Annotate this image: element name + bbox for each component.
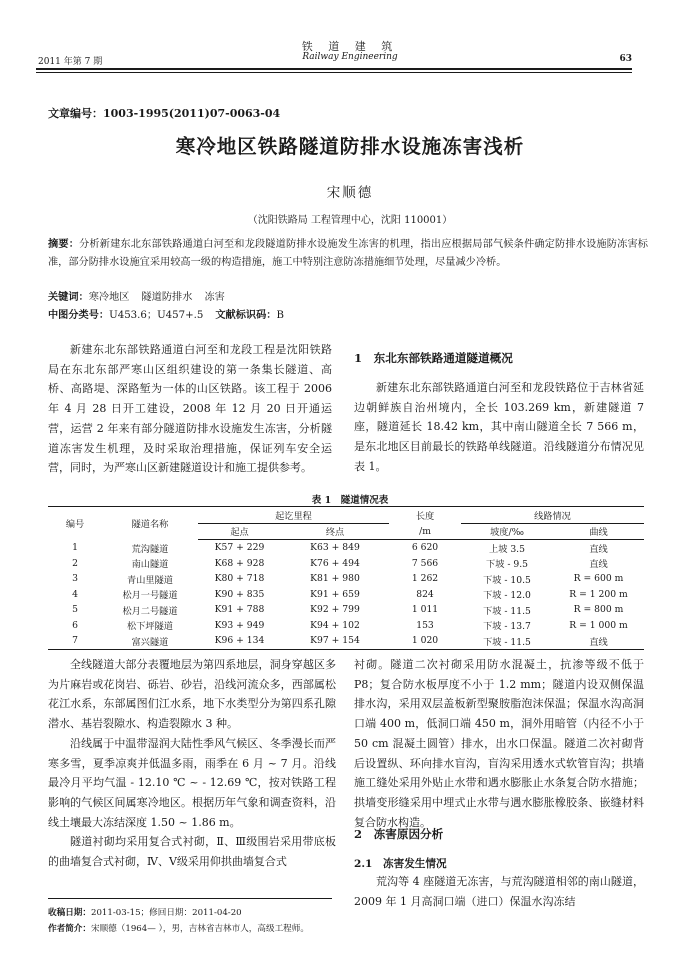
table-cell: K81 + 980 xyxy=(310,573,360,585)
table-cell: K94 + 102 xyxy=(310,619,360,631)
lining-paragraph: 隧道衬砌均采用复合式衬砌，Ⅱ、Ⅲ级围岩采用带底板的曲墙复合式衬砌，Ⅳ、Ⅴ级采用仰拱曲墙复合式 xyxy=(48,835,336,869)
table-cell: 南山隧道 xyxy=(131,559,169,571)
table-cell: K68 + 928 xyxy=(214,557,265,569)
table-cell: 4 xyxy=(72,588,78,600)
table-cell: K63 + 849 xyxy=(310,542,360,554)
section-2-column xyxy=(354,872,644,911)
table-cell: 松月二号隧道 xyxy=(122,605,178,617)
table-cell: K93 + 949 xyxy=(214,619,265,631)
climate-paragraph: 沿线属于中温带湿润大陆性季风气候区、冬季漫长而严寒多雪，夏季凉爽并低温多雨，雨季在 6 月 ~ 7 月。沿线最冷月平均气温 - 12.10 ℃ ~ - 12.69 ℃，按对铁路工程影响的气候区间属寒冷地区。根据历年气象和调查资料，沿线土壤最大冻结深度 1.50 ~ 1.86 m。 xyxy=(48,736,336,829)
table-cell: R = 800 m xyxy=(573,604,624,616)
table-cell: 7 566 xyxy=(411,557,439,569)
table-cell: 7 xyxy=(72,635,78,647)
table-cell: K92 + 799 xyxy=(310,604,360,616)
col-header-route: 线路情况 xyxy=(461,507,644,524)
keyword: 寒冷地区 xyxy=(88,292,130,303)
tunnel-table xyxy=(48,506,644,650)
table-cell: 下坡 - 10.5 xyxy=(483,574,531,586)
col-header-length: 长度 xyxy=(415,511,435,522)
table-row xyxy=(48,556,644,572)
footnote-rule xyxy=(48,898,332,899)
col-header-no: 编号 xyxy=(65,519,85,531)
section-1-column xyxy=(354,378,644,477)
table-row xyxy=(48,618,644,634)
waterproofing-paragraph: 衬砌。隧道二次衬砌采用防水混凝土，抗渗等级不低于 P8；复合防水板厚度不小于 1.2 mm；隧道内设双侧保温排水沟，采用双层盖板新型聚胺脂泡沫保温；保温水沟高洞口端 400 m，低洞口端 450 m，洞外用暗管（内径不小于 50 cm 混凝土圆管）排水，出水口保温。隧道二次衬砌背后设置纵、环向排水盲沟，盲沟采用透水式软管盲沟；拱墙施工缝处采用外贴止水带和遇水膨胀止水条复合防水措施；拱墙变形缝采用中埋式止水带与遇水膨胀橡胶条、嵌缝材料复合防水构造。 xyxy=(354,658,644,829)
section-1-heading: 1 东北东部铁路通道隧道概况 xyxy=(354,351,513,365)
table-cell: 直线 xyxy=(589,559,608,571)
col-header-mileage: 起讫里程 xyxy=(198,507,389,524)
keywords: 关键词：寒冷地区 隧道防排水 冻害 xyxy=(48,291,225,303)
col-header-name: 隧道名称 xyxy=(131,519,169,531)
table-cell: 1 011 xyxy=(411,604,439,616)
intro-column xyxy=(48,340,332,478)
col-header-curve: 曲线 xyxy=(553,523,644,540)
table-cell: 2 xyxy=(72,557,78,569)
keyword: 冻害 xyxy=(204,292,225,303)
abstract-label: 摘要： xyxy=(48,238,80,250)
geology-paragraph: 全线隧道大部分表覆地层为第四系地层，洞身穿越区多为片麻岩或花岗岩、砾岩、砂岩，沿线河流众多，西部属松花江水系，东部属图们江水系，地下水类型分为第四系孔隙潜水、基岩裂隙水、构造裂隙水 3 种。 xyxy=(48,658,336,731)
header-rule-thick xyxy=(36,68,632,70)
table-cell: R = 600 m xyxy=(573,573,624,585)
doc-code: B xyxy=(276,310,284,321)
clc-code: U453.6；U457+.5 xyxy=(109,310,204,321)
table-cell: 下坡 - 11.5 xyxy=(483,605,531,617)
table-cell: 1 262 xyxy=(411,573,439,585)
table-cell: K90 + 835 xyxy=(214,588,265,600)
table-cell: 3 xyxy=(72,573,78,585)
table-cell: K91 + 659 xyxy=(310,588,360,600)
classification: 中图分类号：U453.6；U457+.5 文献标识码：B xyxy=(48,309,284,321)
abstract-text: 分析新建东北东部铁路通道白河至和龙段隧道防排水设施发生冻害的机理，指出应根据局部气候条件确定防排水设施防冻害标准，部分防排水设施宜采用较高一级的构造措施，施工中特别注意防冻措施细节处理，尽量减少冷桥。 xyxy=(48,239,648,268)
table-cell: 上坡 3.5 xyxy=(489,543,525,555)
issue-label: 2011 年第 7 期 xyxy=(38,57,103,67)
table-cell: K76 + 494 xyxy=(310,557,360,569)
col-header-start: 起点 xyxy=(198,523,281,540)
section-2-paragraph: 荒沟等 4 座隧道无冻害，与荒沟隧道相邻的南山隧道，2009 年 1 月高洞口端（进口）保温水沟冻结 xyxy=(354,875,644,908)
article-title: 寒冷地区铁路隧道防排水设施冻害浅析 xyxy=(175,135,525,158)
waterproofing-column xyxy=(354,655,644,832)
journal-name-en: Railway Engineering xyxy=(302,52,398,62)
table-cell: 1 020 xyxy=(411,635,439,647)
table-cell: 下坡 - 12.0 xyxy=(483,590,531,602)
table-cell: 松下坪隧道 xyxy=(127,621,173,633)
table-cell: K80 + 718 xyxy=(214,573,265,585)
table-cell: 824 xyxy=(416,588,434,600)
author-name: 宋顺德 xyxy=(326,185,374,201)
table-cell: 富兴隧道 xyxy=(131,636,169,648)
table-cell: 6 620 xyxy=(411,542,439,554)
table-row xyxy=(48,587,644,603)
section-1-paragraph: 新建东北东部铁路通道白河至和龙段铁路位于吉林省延边朝鲜族自治州境内，全长 103.269 km，新建隧道 7 座，隧道延长 18.42 km，其中南山隧道全长 7 566 m，是东北地区目前最长的铁路单线隧道。沿线隧道分布情况见表 1。 xyxy=(354,381,644,473)
table-row xyxy=(48,602,644,618)
table-row xyxy=(48,571,644,587)
header-rule-thin xyxy=(36,72,632,73)
section-2-heading: 2 冻害原因分析 xyxy=(354,827,444,841)
table-cell: 直线 xyxy=(589,636,608,648)
table-cell: 153 xyxy=(416,619,434,631)
abstract xyxy=(48,236,648,271)
intro-paragraph: 新建东北东部铁路通道白河至和龙段工程是沈阳铁路局在东北东部严寒山区组织建设的第一条集长隧道、高桥、高路堤、深路堑为一体的山区铁路。该工程于 2006 年 4 月 28 日开工建设，2008 年 12 月 20 日开通运营，运营 2 年来有部分隧道防排水设施发生冻害，分析隧道冻害发生机理，及时采取治理措施，保证列车安全运营，同时，为严寒山区新建隧道设计和施工提供参考。 xyxy=(48,343,332,475)
keyword: 隧道防排水 xyxy=(141,292,193,303)
article-number: 文章编号：1003-1995(2011)07-0063-04 xyxy=(48,107,281,120)
table-cell: 青山里隧道 xyxy=(127,574,173,586)
received-date: 收稿日期：2011-03-15；修回日期：2011-04-20 xyxy=(48,908,242,918)
table-cell: 下坡 - 11.5 xyxy=(483,636,531,648)
affiliation: （沈阳铁路局 工程管理中心，沈阳 110001） xyxy=(247,215,453,226)
table-cell: K57 + 229 xyxy=(214,542,265,554)
table-cell: K96 + 134 xyxy=(214,635,265,647)
col-header-grade: 坡度/‰ xyxy=(461,523,553,540)
table-cell: K97 + 154 xyxy=(310,635,360,647)
col-header-length-unit: /m xyxy=(389,523,461,540)
table-cell: 荒沟隧道 xyxy=(131,543,169,555)
table-row xyxy=(48,633,644,649)
table-cell: 5 xyxy=(72,604,78,616)
col-header-end: 终点 xyxy=(281,523,389,540)
table-cell: 直线 xyxy=(589,543,608,555)
table-cell: 下坡 - 13.7 xyxy=(483,621,531,633)
table-cell: 下坡 - 9.5 xyxy=(486,559,528,571)
journal-name-cn: 铁 道 建 筑 xyxy=(301,40,399,53)
page-number: 63 xyxy=(619,54,632,64)
table-cell: 1 xyxy=(72,542,78,553)
geology-column xyxy=(48,655,336,872)
table-row xyxy=(48,540,644,556)
table-cell: R = 1 200 m xyxy=(569,588,628,600)
author-bio: 作者简介：宋顺德（1964— ），男，吉林省吉林市人，高级工程师。 xyxy=(48,924,309,934)
table-cell: 松月一号隧道 xyxy=(122,590,178,602)
section-2-1-heading: 2.1 冻害发生情况 xyxy=(354,858,447,870)
table-cell: 6 xyxy=(72,619,78,631)
table-cell: K91 + 788 xyxy=(214,604,265,616)
table-cell: R = 1 000 m xyxy=(569,619,628,631)
table-title: 表 1 隧道情况表 xyxy=(311,495,389,506)
